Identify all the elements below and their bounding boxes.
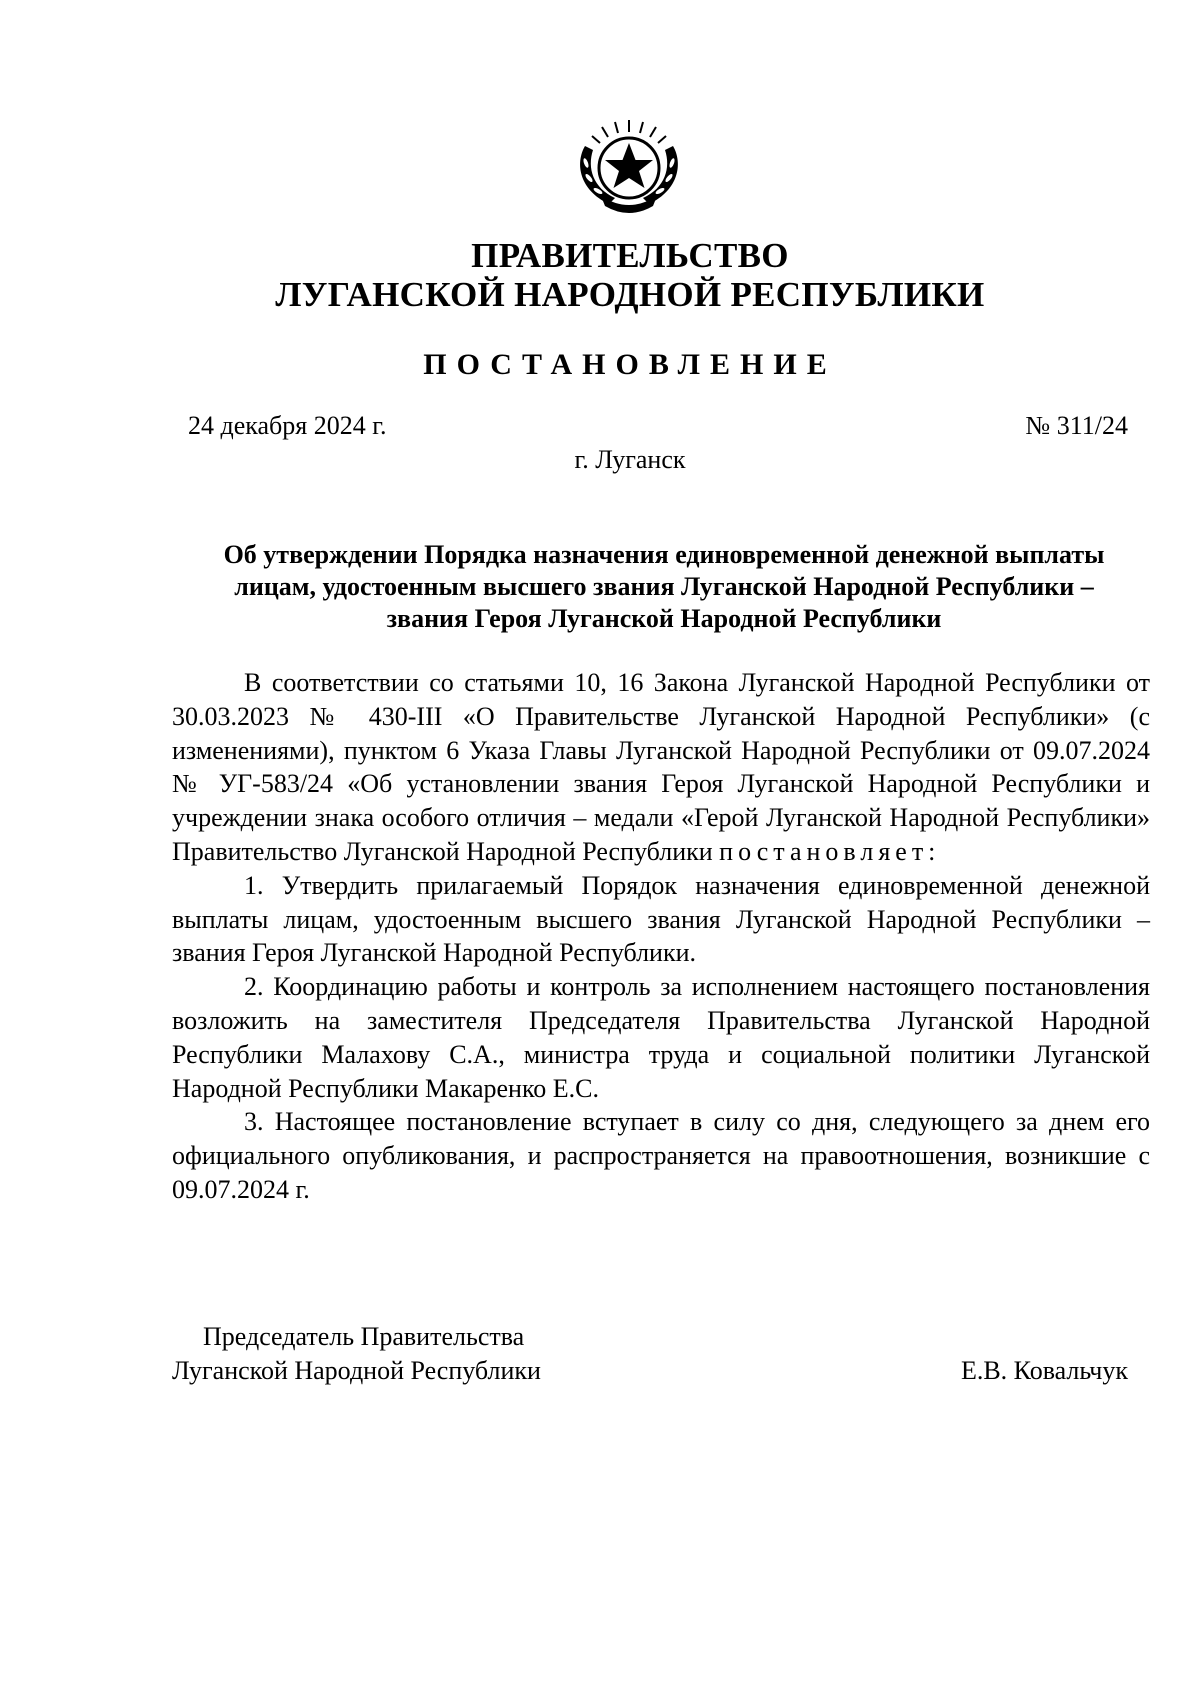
- preamble-text: В соответствии со статьями 10, 16 Закона Луганской Народной Республики от 30.03.2023 № 430-III «О Правительстве Луганской Народной Республики» (с изменениями), пунктом 6 Указа Главы Луганской Народной Республики от 09.07.2024 № УГ-583/24 «Об установлении звания Героя Луганской Народной Республики и учреждении знака особого отличия – медали «Герой Луганской Народной Республики» Правительство Луганской Народной Республики: [172, 668, 1150, 866]
- signer-organization: Луганской Народной Республики: [172, 1356, 541, 1385]
- item-2: 2. Координацию работы и контроль за исполнением настоящего постановления возложить на заместителя Председателя Правительства Луганской Народной Республики Малахову С.А., министра труда и социальной политики Луганской Народной Республики Макаренко Е.С.: [172, 972, 1150, 1103]
- government-title-line1: ПРАВИТЕЛЬСТВО: [471, 236, 789, 275]
- signer-title: Председатель Правительства: [203, 1322, 525, 1351]
- document-body: [172, 666, 1150, 1207]
- heading-line2: лицам, удостоенным высшего звания Луганской Народной Республики –: [234, 572, 1094, 601]
- document-city: г. Луганск: [574, 445, 686, 474]
- document-number: № 311/24: [1025, 411, 1128, 440]
- item-3: 3. Настоящее постановление вступает в силу со дня, следующего за днем его официального опубликования, и распространяется на правоотношения, возникшие с 09.07.2024 г.: [172, 1107, 1150, 1204]
- document-type: ПОСТАНОВЛЕНИЕ: [423, 348, 837, 381]
- heading-line1: Об утверждении Порядка назначения единовременной денежной выплаты: [223, 540, 1105, 569]
- government-title-line2: ЛУГАНСКОЙ НАРОДНОЙ РЕСПУБЛИКИ: [275, 275, 985, 314]
- document-date: 24 декабря 2024 г.: [188, 411, 387, 440]
- signer-name: Е.В. Ковальчук: [960, 1356, 1128, 1385]
- document-heading: [172, 539, 1156, 635]
- resolves-word: постановляет:: [719, 836, 941, 866]
- preamble-paragraph: [172, 666, 1150, 869]
- coat-of-arms-star-wreath-icon: [571, 118, 687, 214]
- heading-line3: звания Героя Луганской Народной Республики: [386, 604, 942, 633]
- item-1: 1. Утвердить прилагаемый Порядок назначения единовременной денежной выплаты лицам, удостоенным высшего звания Луганской Народной Республики – звания Героя Луганской Народной Республики.: [172, 870, 1150, 968]
